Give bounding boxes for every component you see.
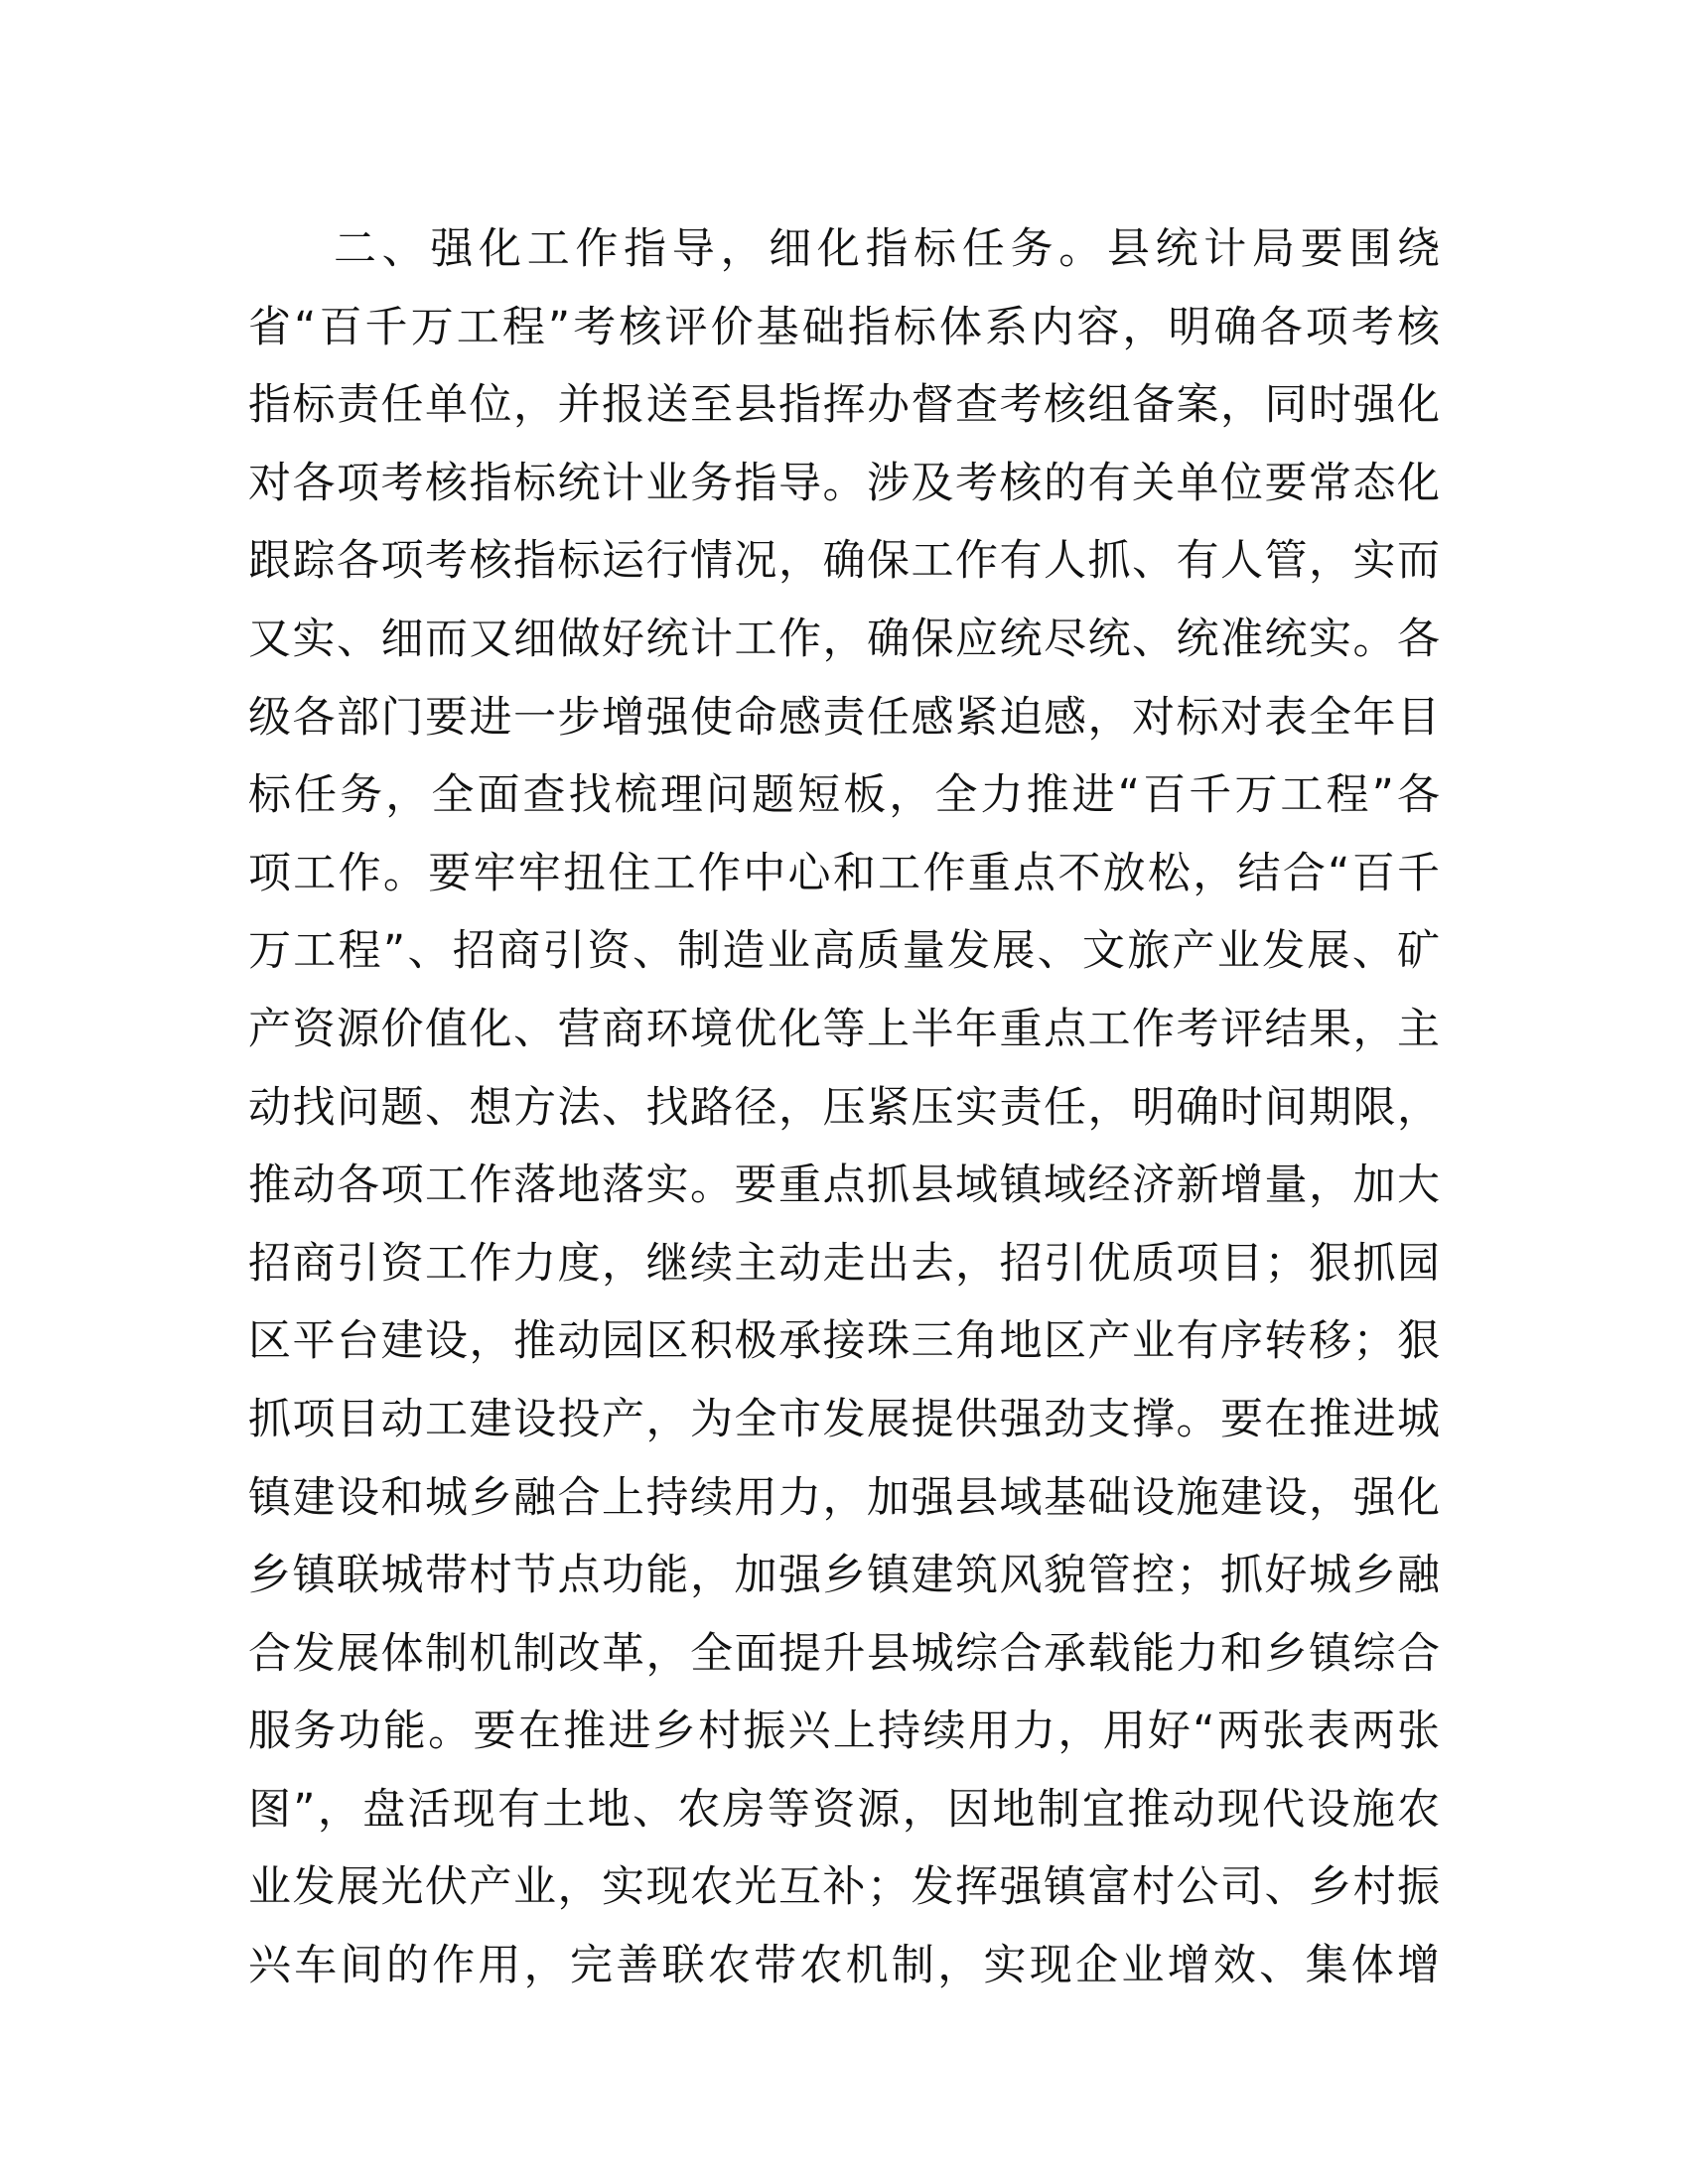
text-line: 抓项目动工建设投产，为全市发展提供强劲支撑。要在推进城 — [248, 1394, 1440, 1444]
text-line: 招商引资工作力度，继续主动走出去，招引优质项目；狠抓园 — [248, 1238, 1440, 1289]
text-line: 万工程”、招商引资、制造业高质量发展、文旅产业发展、矿 — [248, 926, 1440, 977]
text-line: 项工作。要牢牢扭住工作中心和工作重点不放松，结合“百千 — [248, 848, 1440, 898]
text-line: 对各项考核指标统计业务指导。涉及考核的有关单位要常态化 — [248, 458, 1440, 508]
text-line: 跟踪各项考核指标运行情况，确保工作有人抓、有人管，实而 — [248, 536, 1440, 587]
text-line: 二、强化工作指导，细化指标任务。县统计局要围绕 — [334, 224, 1440, 274]
text-line: 镇建设和城乡融合上持续用力，加强县域基础设施建设，强化 — [248, 1472, 1440, 1523]
text-line: 服务功能。要在推进乡村振兴上持续用力，用好“两张表两张 — [248, 1706, 1440, 1757]
body-paragraph — [248, 210, 1440, 2005]
text-line: 省“百千万工程”考核评价基础指标体系内容，明确各项考核 — [248, 302, 1440, 352]
text-line: 推动各项工作落地落实。要重点抓县域镇域经济新增量，加大 — [248, 1160, 1440, 1211]
text-line: 产资源价值化、营商环境优化等上半年重点工作考评结果，主 — [248, 1004, 1440, 1054]
text-line: 合发展体制机制改革，全面提升县城综合承载能力和乡镇综合 — [248, 1628, 1440, 1679]
text-line: 指标责任单位，并报送至县指挥办督查考核组备案，同时强化 — [248, 380, 1440, 431]
text-line: 图”，盘活现有土地、农房等资源，因地制宜推动现代设施农 — [248, 1784, 1440, 1835]
text-line: 又实、细而又细做好统计工作，确保应统尽统、统准统实。各 — [248, 614, 1440, 664]
text-line: 业发展光伏产业，实现农光互补；发挥强镇富村公司、乡村振 — [248, 1862, 1440, 1913]
text-line: 兴车间的作用，完善联农带农机制，实现企业增效、集体增 — [248, 1941, 1440, 1991]
text-line: 级各部门要进一步增强使命感责任感紧迫感，对标对表全年目 — [248, 692, 1440, 743]
text-line: 乡镇联城带村节点功能，加强乡镇建筑风貌管控；抓好城乡融 — [248, 1551, 1440, 1601]
text-line: 区平台建设，推动园区积极承接珠三角地区产业有序转移；狠 — [248, 1316, 1440, 1367]
text-line: 标任务，全面查找梳理问题短板，全力推进“百千万工程”各 — [248, 770, 1440, 821]
text-line: 动找问题、想方法、找路径，压紧压实责任，明确时间期限， — [248, 1082, 1440, 1133]
